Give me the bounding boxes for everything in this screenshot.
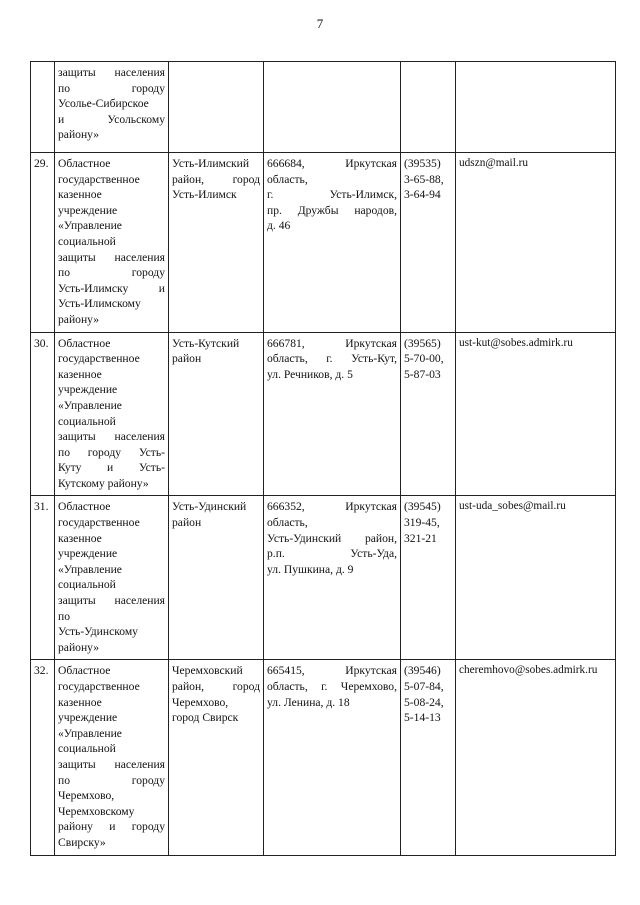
org-cell-line: району» <box>58 128 100 142</box>
phone-cell-line: (39535) <box>404 157 441 170</box>
org-cell-line: Областное <box>58 664 111 678</box>
address-cell-line: Усть-Удинский район, <box>267 531 397 545</box>
org-cell-line: «Управление <box>58 398 122 412</box>
row-number: 31. <box>31 496 55 660</box>
territory-cell <box>169 153 264 333</box>
org-cell-line: Свирску» <box>58 835 106 849</box>
row-number: 29. <box>31 153 55 333</box>
org-cell-line: казенное <box>58 188 102 202</box>
territory-cell-line: Усть-Кутский <box>172 336 240 350</box>
email-cell: udszn@mail.ru <box>456 153 616 333</box>
address-cell-line: ул. Пушкина, д. 9 <box>267 562 354 576</box>
address-cell-line: область, г. Черемхово, <box>267 680 397 693</box>
address-cell-line: область, <box>267 516 308 530</box>
org-cell <box>55 332 169 496</box>
territory-cell <box>169 496 264 660</box>
org-cell-line: государственное <box>58 680 140 693</box>
org-cell-line: казенное <box>58 367 102 381</box>
phone-cell-line: (39545) <box>404 500 441 514</box>
address-cell-line: д. 46 <box>267 219 291 233</box>
org-cell-line: социальной <box>58 414 116 428</box>
phone-cell-line: 5-07-84, <box>404 680 444 693</box>
address-cell-line: г. Усть-Илимск, <box>267 188 397 202</box>
org-cell-line: району» <box>58 312 100 326</box>
territory-cell-line: Усть-Удинский <box>172 500 247 514</box>
territory-cell-line: Черемховский <box>172 664 243 678</box>
org-cell-line: по городу Усть- <box>58 445 165 459</box>
address-cell <box>264 660 401 855</box>
phone-cell-line: 5-08-24, <box>404 695 444 709</box>
org-cell-line: защиты населения <box>58 66 165 79</box>
org-cell-line: защиты населения <box>58 594 165 608</box>
phone-cell <box>401 62 456 153</box>
org-cell-line: государственное <box>58 352 140 366</box>
territory-cell-line: Усть-Илимск <box>172 188 237 202</box>
org-cell-line: государственное <box>58 516 140 530</box>
territory-cell-line: район, город <box>172 680 260 693</box>
phone-cell-line: (39546) <box>404 664 441 678</box>
org-cell-line: социальной <box>58 234 116 248</box>
org-cell-line: «Управление <box>58 726 122 740</box>
org-cell-line: казенное <box>58 531 102 545</box>
org-cell-line: по <box>58 609 71 623</box>
org-cell-line: защиты населения <box>58 757 165 771</box>
address-cell-line: пр. Дружбы народов, <box>267 203 397 217</box>
address-cell-line: р.п. Усть-Уда, <box>267 547 397 561</box>
org-cell <box>55 496 169 660</box>
address-cell <box>264 153 401 333</box>
phone-cell-line: 321-21 <box>404 531 437 545</box>
email-cell: cheremhovo@sobes.admirk.ru <box>456 660 616 855</box>
address-cell-line: 666352, Иркутская <box>267 500 397 514</box>
territory-cell <box>169 660 264 855</box>
territory-cell-line: город Свирск <box>172 711 239 725</box>
org-cell-line: защиты населения <box>58 430 165 444</box>
territory-cell-line: район, город <box>172 172 260 186</box>
table-row <box>31 660 616 855</box>
org-cell-line: Кутскому району» <box>58 476 149 490</box>
org-cell-line: «Управление <box>58 219 122 233</box>
org-cell-line: Черемховскому <box>58 804 135 818</box>
org-cell-line: Куту и Усть- <box>58 461 165 475</box>
phone-cell <box>401 660 456 855</box>
table-body <box>31 62 616 856</box>
territory-cell-line: район <box>172 352 202 366</box>
org-cell-line: Усть-Удинскому <box>58 625 138 639</box>
address-cell <box>264 332 401 496</box>
territory-cell <box>169 62 264 153</box>
org-cell-line: казенное <box>58 695 102 709</box>
address-cell-line: область, <box>267 172 308 186</box>
territory-cell-line: Черемхово, <box>172 695 229 709</box>
table-row <box>31 153 616 333</box>
phone-cell <box>401 496 456 660</box>
table-row <box>31 62 616 153</box>
org-cell <box>55 153 169 333</box>
org-cell-line: социальной <box>58 742 116 756</box>
address-cell-line: ул. Ленина, д. 18 <box>267 695 350 709</box>
address-cell-line: 665415, Иркутская <box>267 664 397 678</box>
org-cell-line: государственное <box>58 172 140 186</box>
org-cell <box>55 660 169 855</box>
org-cell-line: защиты населения <box>58 250 165 264</box>
org-cell <box>55 62 169 153</box>
row-number: 30. <box>31 332 55 496</box>
phone-cell-line: 3-64-94 <box>404 188 441 202</box>
org-cell-line: по городу <box>58 773 165 787</box>
org-cell-line: району и городу <box>58 820 165 834</box>
org-cell-line: Усолье-Сибирское <box>58 97 149 111</box>
phone-cell-line: 5-87-03 <box>404 367 441 381</box>
institutions-table <box>30 61 616 856</box>
page-number: 7 <box>316 16 324 31</box>
address-cell <box>264 62 401 153</box>
territory-cell-line: Усть-Илимский <box>172 157 250 170</box>
org-cell-line: Областное <box>58 157 111 170</box>
row-number <box>31 62 55 153</box>
org-cell-line: учреждение <box>58 711 118 725</box>
org-cell-line: Областное <box>58 500 111 514</box>
phone-cell-line: 319-45, <box>404 516 440 530</box>
territory-cell <box>169 332 264 496</box>
org-cell-line: Усть-Илимскому <box>58 297 141 311</box>
address-cell-line: область, г. Усть-Кут, <box>267 352 397 366</box>
phone-cell-line: 5-14-13 <box>404 711 441 725</box>
org-cell-line: «Управление <box>58 562 122 576</box>
org-cell-line: учреждение <box>58 547 118 561</box>
row-number: 32. <box>31 660 55 855</box>
territory-cell-line: район <box>172 516 202 530</box>
org-cell-line: Черемхово, <box>58 789 115 803</box>
phone-cell <box>401 153 456 333</box>
table-row <box>31 332 616 496</box>
org-cell-line: по городу <box>58 266 165 280</box>
org-cell-line: социальной <box>58 578 116 592</box>
address-cell-line: 666684, Иркутская <box>267 157 397 170</box>
org-cell-line: учреждение <box>58 203 118 217</box>
email-cell: ust-kut@sobes.admirk.ru <box>456 332 616 496</box>
org-cell-line: району» <box>58 640 100 654</box>
phone-cell-line: 5-70-00, <box>404 352 444 366</box>
phone-cell <box>401 332 456 496</box>
phone-cell-line: (39565) <box>404 336 441 350</box>
org-cell-line: учреждение <box>58 383 118 397</box>
address-cell <box>264 496 401 660</box>
table-row <box>31 496 616 660</box>
org-cell-line: и Усольскому <box>58 112 165 126</box>
org-cell-line: по городу <box>58 81 165 95</box>
address-cell-line: ул. Речников, д. 5 <box>267 367 353 381</box>
email-cell <box>456 62 616 153</box>
email-cell: ust-uda_sobes@mail.ru <box>456 496 616 660</box>
org-cell-line: Усть-Илимску и <box>58 281 165 295</box>
org-cell-line: Областное <box>58 336 111 350</box>
address-cell-line: 666781, Иркутская <box>267 336 397 350</box>
phone-cell-line: 3-65-88, <box>404 172 444 186</box>
